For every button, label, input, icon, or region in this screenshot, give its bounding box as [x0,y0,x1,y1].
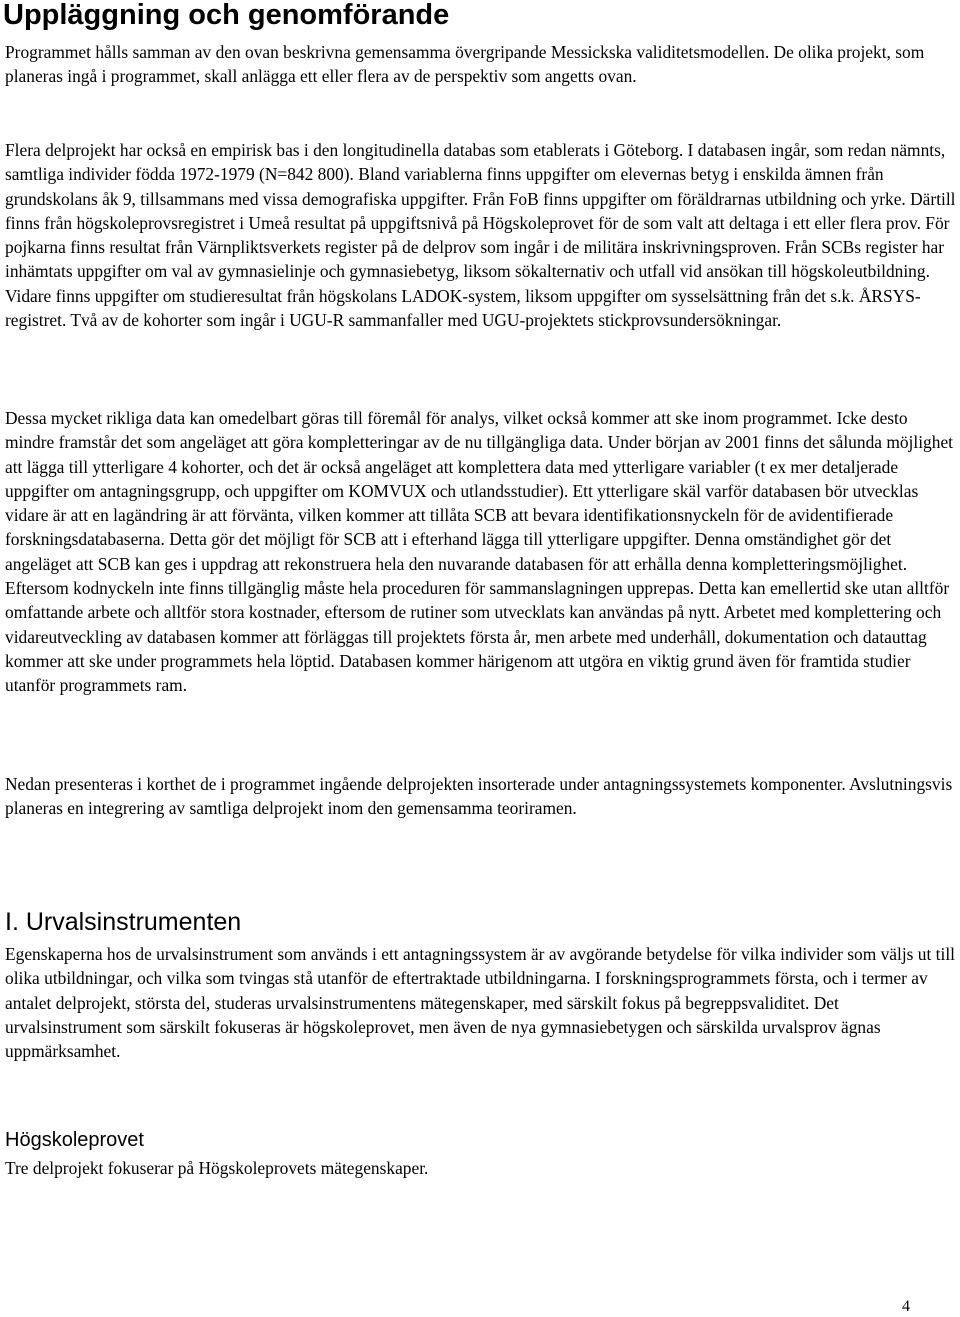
section-heading: I. Urvalsinstrumenten [5,908,242,936]
paragraph-intro: Programmet hålls samman av den ovan beskrivna gemensamma övergripande Messickska validitetsmodellen. De olika projekt, som planeras ingå i programmet, skall anlägga ett eller flera av de perspektiv som angetts ovan. [5,42,925,87]
subsection-paragraph: Tre delprojekt fokuserar på Högskoleprovets mätegenskaper. [5,1158,429,1178]
paragraph-database: Flera delprojekt har också en empirisk bas i den longitudinella databas som etablerats i Göteborg. I databasen ingår, som redan nämnts, samtliga individer födda 1972-1979 (N=842 800). Bland variablerna finns uppgifter om elevernas betyg i enskilda ämnen från grundskolans åk 9, tillsammans med vissa demografiska uppgifter. Från FoB finns uppgifter om föräldrarnas utbildning och yrke. Därtill finns från högskoleprovsregistret i Umeå resultat på uppgiftsnivå på Högskoleprovet för de som valt att deltaga i ett eller flera prov. För pojkarna finns resultat från Värnpliktsverkets register på de delprov som ingår i de militära inskrivningsproven. Från SCBs register har inhämtats uppgifter om val av gymnasielinje och gymnasiebetyg, liksom sökalternativ och utfall vid ansökan till högskoleutbildning. Vidare finns uppgifter om studieresultat från högskolans LADOK-system, liksom uppgifter om sysselsättning från det s.k. ÅRSYS-registret. Två av de kohorter som ingår i UGU-R sammanfaller med UGU-projektets stickprovsundersökningar. [5,140,956,331]
page-number: 4 [902,1298,910,1315]
page-heading: Uppläggning och genomförande [3,0,450,31]
paragraph-overview: Nedan presenteras i korthet de i programmet ingående delprojekten insorterade under antagningssystemets komponenter. Avslutningsvis planeras en integrering av samtliga delprojekt inom den gemensamma teoriramen. [5,774,953,819]
subsection-heading: Högskoleprovet [5,1129,144,1151]
paragraph-complement: Dessa mycket rikliga data kan omedelbart göras till föremål för analys, vilket också kommer att ske inom programmet. Icke desto mindre framstår det som angeläget att göra kompletteringar av de nu tillgängliga data. Under början av 2001 finns det sålunda möjlighet att lägga till ytterligare 4 kohorter, och det är också angeläget att komplettera data med ytterligare variabler (t ex mer detaljerade uppgifter om antagningsgrupp, och uppgifter om KOMVUX och utlandsstudier). Ett ytterligare skäl varför databasen bör utvecklas vidare är att en lagändring är att förvänta, vilken kommer att tillåta SCB att bevara identifikationsnyckeln för de avidentifierade forskningsdatabaserna. Detta gör det möjligt för SCB att i efterhand lägga till ytterligare uppgifter. Denna omständighet gör det angeläget att SCB kan ges i uppdrag att rekonstruera hela den nuvarande databasen för att erhålla denna kompletteringsmöjlighet. Eftersom kodnyckeln inte finns tillgänglig måste hela proceduren för sammanslagningen upprepas. Detta kan emellertid ske utan alltför omfattande arbete och alltför stora kostnader, eftersom de rutiner som utvecklats kan användas på nytt. Arbetet med komplettering och vidareutveckling av databasen kommer att förläggas till projektets första år, men arbete med underhåll, dokumentation och datauttag kommer att ske under programmets hela löptid. Databasen kommer härigenom att utgöra en viktig grund även för framtida studier utanför programmets ram. [5,408,953,696]
section-paragraph: Egenskaperna hos de urvalsinstrument som används i ett antagningssystem är av avgörande betydelse för vilka individer som väljs ut till olika utbildningar, och vilka som tvingas stå utanför de eftertraktade utbildningarna. I forskningsprogrammets första, och i termer av antalet delprojekt, största del, studeras urvalsinstrumentens mätegenskaper, med särskilt fokus på begreppsvaliditet. Det urvalsinstrument som särskilt fokuseras är högskoleprovet, men även de nya gymnasiebetygen och särskilda urvalsprov ägnas uppmärksamhet. [5,944,955,1062]
